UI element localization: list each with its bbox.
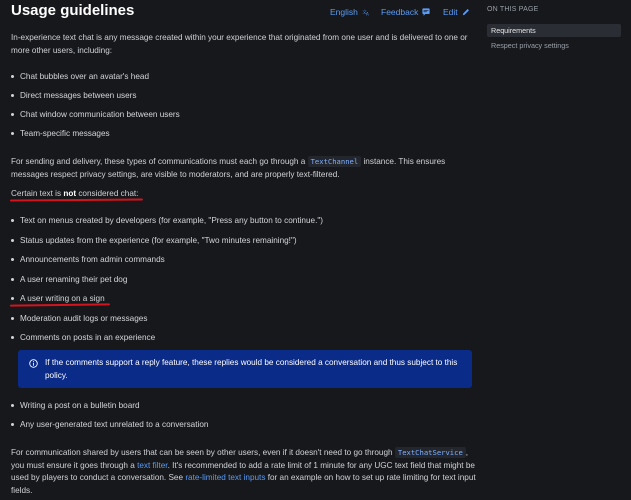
list-item: Chat window communication between users bbox=[11, 110, 180, 119]
on-this-page-heading: ON THIS PAGE bbox=[487, 6, 539, 13]
bullet bbox=[11, 404, 14, 407]
list-item: Chat bubbles over an avatar's head bbox=[11, 72, 149, 81]
bullet bbox=[11, 113, 14, 116]
language-label: English bbox=[330, 7, 358, 17]
bullet bbox=[11, 132, 14, 135]
edit-button[interactable] bbox=[443, 7, 470, 17]
translate-icon bbox=[362, 8, 370, 16]
list-item: Team-specific messages bbox=[11, 129, 110, 138]
text-filter-link[interactable]: text filter bbox=[137, 460, 168, 470]
bullet bbox=[11, 258, 14, 261]
pencil-icon bbox=[462, 8, 470, 16]
bullet bbox=[11, 75, 14, 78]
intro-paragraph: In-experience text chat is any message created within your experience that originated from one user and is delivered to one or more other users, including: bbox=[11, 33, 468, 55]
svg-text:A: A bbox=[365, 11, 369, 16]
bullet bbox=[11, 219, 14, 222]
not-chat-heading: Certain text is not considered chat: bbox=[11, 189, 139, 198]
red-annotation-underline bbox=[10, 303, 110, 306]
edit-label: Edit bbox=[443, 7, 458, 17]
textchatservice-code[interactable]: TextChatService bbox=[395, 447, 466, 458]
language-selector[interactable] bbox=[330, 7, 370, 17]
textchannel-code[interactable]: TextChannel bbox=[308, 156, 362, 167]
list-item: Status updates from the experience (for example, "Two minutes remaining!") bbox=[11, 236, 297, 245]
list-item: Writing a post on a bulletin board bbox=[11, 401, 140, 410]
bullet bbox=[11, 297, 14, 300]
delivery-paragraph: For sending and delivery, these types of communications must each go through a TextChannel instance. This ensures messages respect privacy settings, are visible to moderators, and are properly text-filtered. bbox=[11, 157, 446, 179]
page-header bbox=[11, 2, 476, 22]
callout-text: If the comments support a reply feature, these replies would be considered a conversation and thus subject to this policy. bbox=[45, 358, 458, 380]
rate-limited-inputs-link[interactable]: rate-limited text inputs bbox=[185, 473, 266, 482]
final-paragraph: For communication shared by users that can be seen by other users, even if it doesn't need to go through TextChatService , you must ensure it goes through a text filter. It's recommended to add a rate limit of 1 minute for any UGC text field that might be used by players to conduct a conversation. See rate-limited text inputs for an example on how to set up rate limiting for text input fields. bbox=[11, 448, 476, 495]
info-callout bbox=[18, 350, 472, 388]
svg-text:文: 文 bbox=[361, 10, 367, 16]
red-annotation-underline bbox=[10, 199, 143, 202]
list-item: Any user-generated text unrelated to a conversation bbox=[11, 420, 208, 429]
toc-item-respect-privacy-settings[interactable]: Respect privacy settings bbox=[491, 41, 569, 50]
toc-item-requirements[interactable]: Requirements bbox=[487, 24, 621, 37]
feedback-label: Feedback bbox=[381, 7, 419, 17]
feedback-button[interactable] bbox=[381, 7, 430, 17]
list-item: Direct messages between users bbox=[11, 91, 137, 100]
list-item: Announcements from admin commands bbox=[11, 255, 165, 264]
info-icon bbox=[29, 359, 38, 368]
bullet bbox=[11, 239, 14, 242]
bullet bbox=[11, 94, 14, 97]
bullet bbox=[11, 336, 14, 339]
list-item: A user renaming their pet dog bbox=[11, 275, 127, 284]
bullet bbox=[11, 317, 14, 320]
list-item: Comments on posts in an experience bbox=[11, 333, 155, 342]
comment-icon bbox=[422, 8, 430, 16]
page-title: Usage guidelines bbox=[11, 2, 135, 19]
list-item: A user writing on a sign bbox=[11, 294, 105, 303]
list-item: Moderation audit logs or messages bbox=[11, 314, 147, 323]
bullet bbox=[11, 423, 14, 426]
bullet bbox=[11, 278, 14, 281]
list-item: Text on menus created by developers (for example, "Press any button to continue.") bbox=[11, 216, 323, 225]
